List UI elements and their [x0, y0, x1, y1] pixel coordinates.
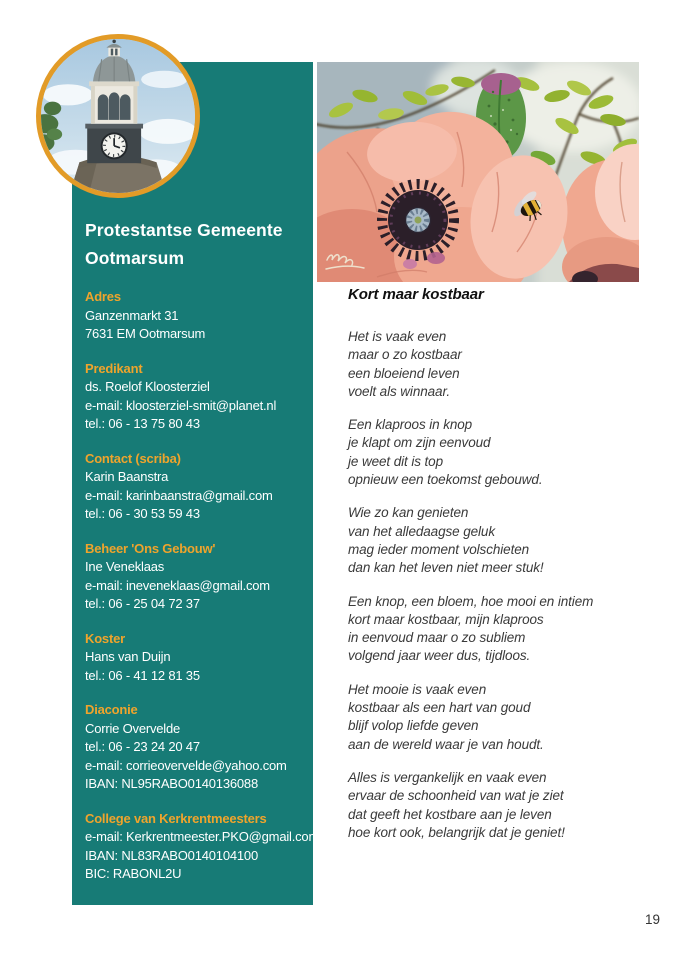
contact-line: tel.: 06 - 13 75 80 43 — [85, 416, 200, 431]
poem-line: blijf volop liefde geven — [348, 718, 479, 734]
poem-line: voelt als winnaar. — [348, 383, 451, 399]
contact-line: BIC: RABONL2U — [85, 866, 182, 881]
contact-line: IBAN: NL83RABO0140104100 — [85, 847, 258, 863]
poem-stanza — [348, 681, 670, 754]
section-heading: Koster — [85, 630, 125, 646]
contact-line: e-mail: corrieovervelde@yahoo.com — [85, 757, 287, 773]
poem-stanza — [348, 328, 670, 401]
poem-line: Alles is vergankelijk en vaak even — [348, 769, 547, 785]
contact-line: Ine Veneklaas — [85, 559, 165, 574]
church-tower-photo — [36, 34, 200, 198]
section-predikant — [85, 360, 305, 434]
contact-line: Ganzenmarkt 31 — [85, 307, 179, 323]
contact-line: e-mail: ineveneklaas@gmail.com — [85, 577, 270, 593]
contact-line: Corrie Overvelde — [85, 720, 181, 736]
poem-stanza — [348, 504, 670, 577]
section-diaconie — [85, 701, 305, 794]
contact-line: 7631 EM Ootmarsum — [85, 326, 206, 341]
section-heading: Diaconie — [85, 702, 138, 717]
poem-line: hoe kort ook, belangrijk dat je geniet! — [348, 824, 565, 840]
poem-line: je klapt om zijn eenvoud — [348, 435, 491, 451]
section-contact-scriba — [85, 450, 305, 524]
sidebar-title-line1: Protestantse Gemeente — [85, 220, 283, 240]
contact-line: Karin Baanstra — [85, 469, 169, 484]
poem-stanza — [348, 416, 670, 489]
poem-line: kostbaar als een hart van goud — [348, 700, 531, 716]
church-tower-illustration — [41, 39, 195, 193]
contact-line: e-mail: karinbaanstra@gmail.com — [85, 487, 273, 503]
poem-line: van het alledaagse geluk — [348, 523, 495, 539]
section-heading: Contact (scriba) — [85, 450, 181, 466]
poem-line: dat geeft het kostbare aan je leven — [348, 806, 552, 822]
poem-line: aan de wereld waar je van houdt. — [348, 736, 544, 752]
poem-line: in eenvoud maar o zo subliem — [348, 630, 526, 646]
belfry-arches — [98, 92, 131, 119]
poem-line: volgend jaar weer dus, tijdloos. — [348, 648, 531, 664]
section-kerkrentmeesters — [85, 810, 320, 884]
poem-line: Het is vaak even — [348, 329, 447, 344]
contact-line: tel.: 06 - 25 04 72 37 — [85, 596, 200, 611]
poem-line: mag ieder moment volschieten — [348, 541, 530, 557]
contact-line: IBAN: NL95RABO0140136088 — [85, 776, 258, 791]
section-heading: College van Kerkrentmeesters — [85, 810, 267, 826]
page-number: 19 — [645, 912, 661, 927]
contact-line: tel.: 06 - 23 24 20 47 — [85, 739, 200, 754]
poem-line: kort maar kostbaar, mijn klaproos — [348, 611, 544, 627]
poppy-flowers-photo — [317, 62, 639, 282]
poem-line: dan kan het leven niet meer stuk! — [348, 560, 544, 576]
sidebar-title — [85, 216, 305, 272]
poem-line: maar o zo kostbaar — [348, 347, 462, 363]
contact-line: tel.: 06 - 41 12 81 35 — [85, 667, 200, 683]
section-beheer-ons-gebouw — [85, 540, 305, 614]
section-heading: Beheer 'Ons Gebouw' — [85, 540, 216, 556]
poem-line: Een knop, een bloem, hoe mooi en intiem — [348, 593, 594, 609]
contact-line: Hans van Duijn — [85, 649, 171, 664]
poppy-photo-illustration — [317, 62, 639, 282]
contact-line: e-mail: Kerkrentmeester.PKO@gmail.com — [85, 829, 320, 844]
section-adres — [85, 288, 305, 344]
sidebar-title-line2: Ootmarsum — [85, 248, 185, 268]
poem-line: Wie zo kan genieten — [348, 505, 469, 521]
contact-line: e-mail: kloosterziel-smit@planet.nl — [85, 397, 277, 413]
poem-line: ervaar de schoonheid van wat je ziet — [348, 788, 564, 804]
poem-title: Kort maar kostbaar — [348, 286, 484, 303]
section-heading: Adres — [85, 289, 121, 304]
section-koster — [85, 630, 305, 686]
poem-stanza — [348, 593, 670, 666]
poem-column — [348, 287, 670, 857]
poem-line: Het mooie is vaak even — [348, 681, 487, 697]
contact-line: tel.: 06 - 30 53 59 43 — [85, 506, 200, 521]
poem-line: opnieuw een toekomst gebouwd. — [348, 472, 543, 488]
section-heading: Predikant — [85, 360, 143, 376]
poem-line: een bloeiend leven — [348, 365, 460, 381]
contact-line: ds. Roelof Kloosterziel — [85, 379, 210, 394]
poem-stanza — [348, 769, 670, 842]
poem-line: je weet dit is top — [348, 453, 444, 469]
poem-line: Een klaproos in knop — [348, 417, 473, 433]
sidebar-sections — [85, 288, 320, 884]
